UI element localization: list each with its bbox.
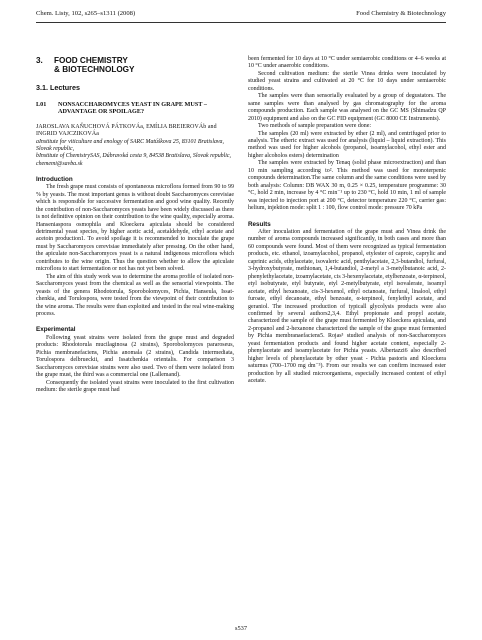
section-title-line1: FOOD CHEMISTRY (54, 56, 128, 65)
section-number: 3. (36, 56, 43, 65)
page-number: s537 (234, 625, 248, 632)
body-paragraph: The samples were than sensorially evaluated by a group of degustators. The same samples were than analysed by gas chromatography for the aroma compounds production. Each sample was analysed on the GC MS (Shimadzu QP 2010) equipment and also on the GC FID equipment (GC 8000 CE Instruments). (248, 93, 446, 122)
section-heading (36, 56, 234, 74)
section-title-line2: & BIOTECHNOLOGY (54, 65, 135, 75)
affiliation-b: bInstitute of ChemistrySAS, Dúbravská cesta 9, 84538 Bratislava, Slovak republic, (36, 153, 231, 160)
body-paragraph: Second cultivation medium: the sterile Vinea drinks were inoculated by studied yeast strains and cultivated at 20 °C for 10 days under semiaerobic conditions. (248, 70, 446, 92)
authors-block (36, 124, 234, 168)
lecture-title: NONSACCHAROMYCES YEAST IN GRAPE MUST – ADVANTAGE OR SPOILAGE? (58, 100, 207, 116)
body-paragraph: Two methods of sample preparation were done: (258, 123, 372, 130)
subsection-heading: 3.1. Lectures (36, 83, 80, 93)
author-names: JAROSLAVA KAŇUCHOVÁ PÁTKOVÁa, EMÍLIA BREIEROVÁb and INGRID VAJCZIKOVÁa (36, 124, 217, 138)
intro-heading: Introduction (36, 175, 73, 183)
left-column (36, 56, 234, 395)
intro-paragraph: The aim of this study work was to determine the aroma profile of isolated non-Saccharomyces yeast from the chemical as well as the sensorial viewpoints. The yeasts of the genera Rhodotorula, Sporobolomyces, Pichia, Hanseula, Issat-chenkia, and Torulospora, were tested from the viewpoint of their contribution to the wine aroma. The results were than exploited and tested in the real wine-making process. (36, 273, 234, 317)
experimental-paragraph: Consequently the isolated yeast strains were inoculated to the first cultivation medium: the sterile grape must had (36, 379, 234, 394)
author-email: chememi@savba.sk (36, 160, 83, 167)
results-heading: Results (248, 220, 271, 228)
intro-paragraph: The fresh grape must consists of spontaneous microflora formed from 90 to 99 % by yeasts. The most important genus is without doubt Saccharomyces cerevisiae which is responsible for successive fermentation and good wine quality. Recently the contribution of non-Saccharomyces yeasts have been widely discussed as there is not definitive opinion on their contribution to the wine quality, especially aroma. Hanseniaspora osmophila and Kloeckera apiculata should be considered detrimental yeast species, by higher acetic acid, acetaldehyde, ethyl acetate and acetoin production1. To avoid spoilage it is recommended to inoculate the grape must by Saccharomyces cerevisiae immediately after pressing. On the other hand, the apiculate non-Saccharomyces yeast is a natural indigenous microflora which contributes to the wine origin. Thus the question whether to allow the apiculate microflora to start fermentation or not has not yet been solved. (36, 184, 234, 273)
running-header (36, 10, 446, 22)
experimental-paragraph: Following yeast strains were isolated from the grape must and degraded products: Rhodotorula mucilaginosa (2 strains), Sporobolomyces pararoseus, Pichia membranefaciens, Pichia anomala (2 strains), Candida intermediata, Torulospora delbrueckii, and Issatchenkia orientalis. For comparison 3 Saccharomyces cerevisiae strains were also used. Two of them were isolated from the grape must, the third was a commercial one (Lallemand). (36, 334, 234, 379)
affiliation-a: aInstitute for viticulture and enology of SARC Matúškova 25, 83101 Bratislava, Slovak republic, (36, 138, 224, 152)
lecture-title-block (36, 101, 234, 116)
experimental-heading: Experimental (36, 326, 76, 334)
body-paragraph: The samples were extracted by Tenaq (solid phase microextraction) and than 10 min sampling according to². This method was used for monoterpenic compounds determination.The same column and the same conditions were used by both analysis: Column: DB WAX 30 m, 0.25 × 0.25, temperature programme: 30 °C, hold 2 min, increase by 4 °C min⁻¹ up to 230 °C, hold 10 min, 1 ml of sample was injected to injection port at 200 °C, detector temperature 220 °C, carrier gas: helium, injektion mode: split 1 : 100, flow control mode: pressure 70 kPa (248, 160, 446, 212)
body-paragraph: been fermented for 10 days at 10 °C under semiaerobic conditions or 4–6 weeks at 10 °C under anaerobic conditions. (248, 56, 446, 70)
results-paragraph: After inoculation and fermentation of the grape must and Vinea drink the number of aroma compounds increased significantly, in both cases and more than 60 compounds were found. Most of them were recognized as typical fermentation products, etc. ethanol, izoamylacohol, propanol, etylester of caproic, caprylic and caprinic acids, ethylacetate, isovaleric acid, penthylacetate, 2,3-butandiol, furfural, 3-hydroxybutyrate, methionan, 1,4-butandiol, 2-metyl a 3-metylbutanoic acid, 2-phenylethylacetate, izoamylacetate, cis 3-hexenylacetate, etylbenzoate, α-terpineol, etyl isobutyrate, etyl butyrate, etyl 2-metylbutyrate, etyl isovalerate, isoamyl acetate, ethyl hexanoate, cis-3-hexenol, ethyl octanoate, furfural, linalool, ethyl furoate, ethyl decanoate, ethyl benzoate, α-terpineol, fenylethyl acetate, and geraniol. The increased production of typicall glycolysis products were also confirmed by several authors2,3,4. Ethyl propionate and propyl acetate, characterized the sample of the grape must fermented by Kloeckera apiculata, and 2-propanol and 2-hexanone characterized the sample of the grape must fermented by Pichia membranaefaciens5. Rojas³ studied analysis of non-Saccharomyces yeast fermentation products and found higher acetate content, especially 2-phenylacetate and isoamylacetate for Pichia yeasts. Albertazzi6 also described higher levels of phenylacetate by other yeast - Pichia pastoris and Kloeckera saturnus (700–1700 mg dm⁻³). From our results we can confirm increased ester production by all studied microorganisms, especially increased content of ethyl acetate. (248, 228, 446, 385)
journal-section: Food Chemistry & Biotechnology (356, 10, 446, 17)
lecture-code: L01 (36, 100, 47, 108)
journal-citation: Chem. Listy, 102, s265–s1311 (2008) (36, 10, 136, 17)
header-rule (36, 22, 446, 23)
body-paragraph: The samples (20 ml) were extracted by ether (2 ml), and centrifuged prior to analysis. The etheric extract was used for analysis (liquid – liquid extraction). This method was used for higher alcohols (propanol, isoamylacohol, ethyl ester and higher alcoholos esters) determination (248, 130, 446, 159)
right-column (248, 56, 446, 385)
